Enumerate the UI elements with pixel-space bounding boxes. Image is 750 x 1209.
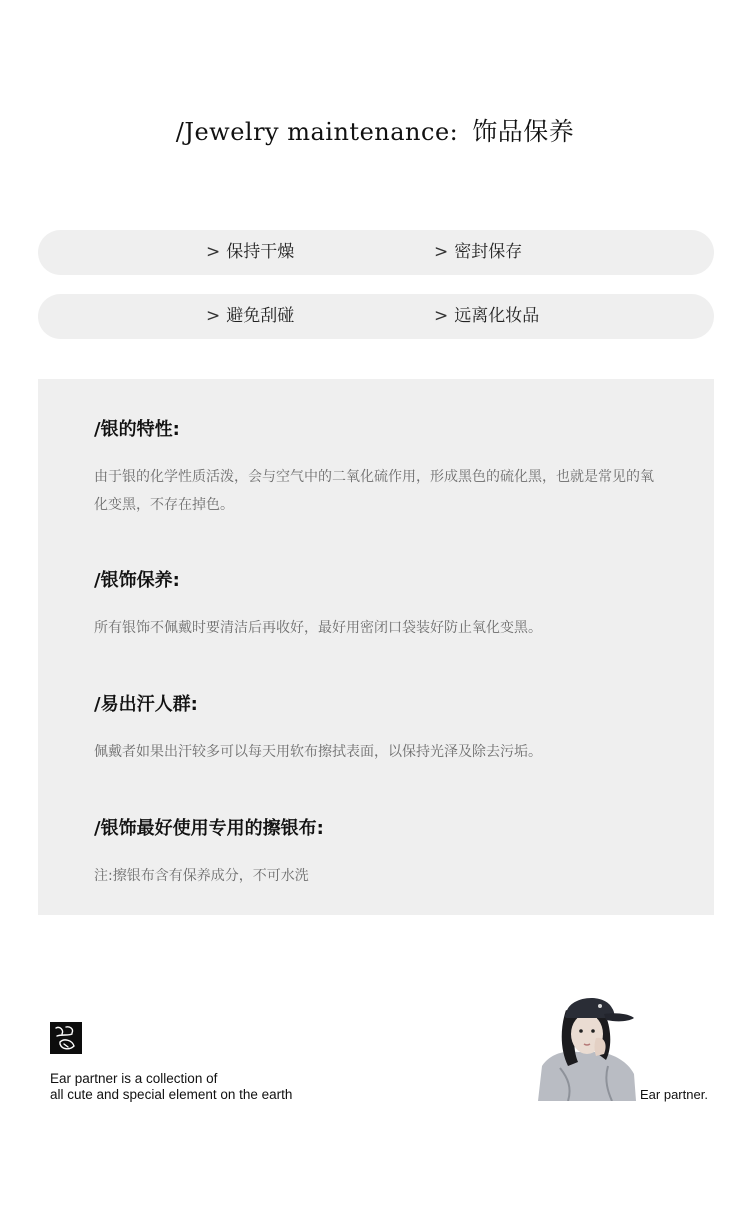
tip-label: 保持干燥 <box>226 242 295 262</box>
tip-label: 密封保存 <box>454 242 523 262</box>
tips-row-2 <box>38 294 714 339</box>
tip-label: 避免刮碰 <box>226 306 295 326</box>
chevron-right-icon: > <box>206 242 221 262</box>
tip-avoid-scratches <box>206 294 294 339</box>
page-title-chinese: 饰品保养 <box>472 117 575 146</box>
page-title-english: /Jewelry maintenance: <box>175 118 459 146</box>
ear-partner-logo-icon <box>50 1022 82 1054</box>
section-body: 由于银的化学性质活泼，会与空气中的二氧化硫作用，形成黑色的硫化黑，也就是常见的氧化变黑，不存在掉色。 <box>94 469 654 513</box>
tip-away-from-cosmetics <box>434 294 539 339</box>
chevron-right-icon: > <box>434 306 449 326</box>
tip-sealed-storage <box>434 230 522 275</box>
section-heading: /银饰保养: <box>94 570 180 591</box>
section-body: 佩戴者如果出汗较多可以每天用软布擦拭表面，以保持光泽及除去污垢。 <box>94 744 542 760</box>
section-heading: /易出汗人群: <box>94 694 198 715</box>
footer-tagline <box>50 1071 292 1103</box>
section-silver-properties <box>94 415 664 519</box>
tip-keep-dry <box>206 230 294 275</box>
section-body: 所有银饰不佩戴时要清洁后再收好，最好用密闭口袋装好防止氧化变黑。 <box>94 620 542 636</box>
section-silver-care <box>94 566 664 642</box>
tips-row-1 <box>38 230 714 275</box>
brand-name: Ear partner. <box>640 1087 708 1102</box>
section-polishing-cloth <box>94 814 664 890</box>
tagline-line-1: Ear partner is a collection of <box>50 1071 218 1086</box>
chevron-right-icon: > <box>434 242 449 262</box>
section-body: 注:擦银布含有保养成分，不可水洗 <box>94 868 309 884</box>
tip-label: 远离化妆品 <box>454 306 540 326</box>
section-heading: /银的特性: <box>94 419 180 440</box>
care-info-panel <box>38 379 714 915</box>
section-heading: /银饰最好使用专用的擦银布: <box>94 818 324 839</box>
model-photo <box>538 988 636 1101</box>
tagline-line-2: all cute and special element on the earth <box>50 1087 293 1102</box>
page-title <box>0 112 750 148</box>
chevron-right-icon: > <box>206 306 221 326</box>
section-sweaty-people <box>94 690 664 766</box>
